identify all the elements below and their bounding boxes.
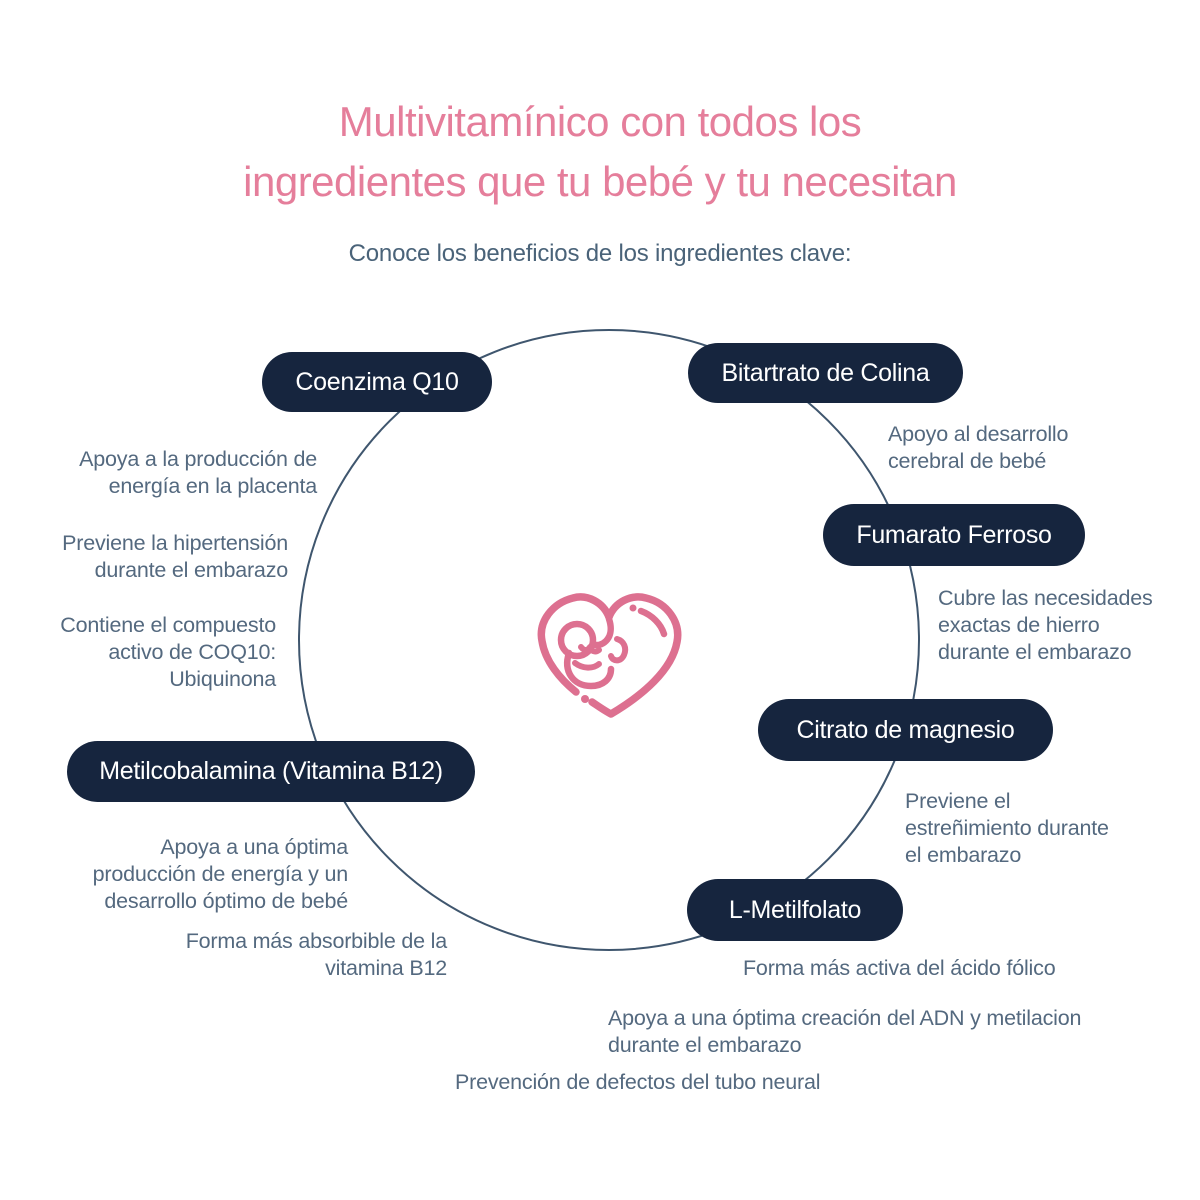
benefit-coq10-ubiquinona <box>60 612 276 693</box>
benefit-line: Prevención de defectos del tubo neural <box>455 1070 821 1094</box>
ingredient-pill-label: Citrato de magnesio <box>796 715 1015 744</box>
benefit-line: desarrollo óptimo de bebé <box>104 889 348 913</box>
page-title-line-1: Multivitamínico con todos los <box>338 98 862 145</box>
ingredient-pill-bitartrato-de-colina <box>688 343 963 403</box>
fetus-arm <box>575 663 599 668</box>
heart-highlight-dot <box>630 605 637 612</box>
benefit-line: Apoya a una óptima creación del ADN y metilacion <box>608 1006 1082 1030</box>
benefit-line: activo de COQ10: <box>108 640 276 664</box>
ingredient-pill-label: Coenzima Q10 <box>295 367 459 396</box>
fetus-umbilical-curl <box>611 639 625 660</box>
benefit-b12-energy-development <box>93 834 348 915</box>
benefit-line: cerebral de bebé <box>888 449 1047 473</box>
ingredient-pill-metilcobalamina-b12 <box>67 741 475 802</box>
benefit-line: el embarazo <box>905 843 1022 867</box>
ingredient-pill-coenzima-q10 <box>262 352 492 412</box>
benefit-folato-active-form <box>743 955 1055 982</box>
benefit-line: Apoya a la producción de <box>79 447 317 471</box>
ingredient-pill-label: L-Metilfolato <box>728 895 862 924</box>
benefit-line: exactas de hierro <box>938 613 1100 637</box>
benefit-line: estreñimiento durante <box>905 816 1109 840</box>
ingredient-pill-l-metilfolato <box>687 879 903 941</box>
ingredient-pill-label: Metilcobalamina (Vitamina B12) <box>99 757 443 785</box>
heart-gap-dot <box>581 695 589 703</box>
benefit-line: Apoyo al desarrollo <box>888 422 1069 446</box>
benefit-line: vitamina B12 <box>325 956 447 980</box>
benefit-line: producción de energía y un <box>92 862 348 886</box>
ingredient-pill-fumarato-ferroso <box>823 504 1085 566</box>
benefit-line: Forma más activa del ácido fólico <box>743 956 1056 980</box>
benefit-line: Previene el <box>905 789 1011 813</box>
benefit-line: Forma más absorbible de la <box>185 929 447 953</box>
benefit-line: energía en la placenta <box>108 474 317 498</box>
ingredient-pill-label: Fumarato Ferroso <box>856 520 1052 549</box>
benefit-line: durante el embarazo <box>608 1033 802 1057</box>
benefit-colina-brain <box>888 421 1068 475</box>
benefit-magnesio-constipation <box>905 788 1109 869</box>
benefit-hierro-needs <box>938 585 1153 666</box>
page-subtitle: Conoce los beneficios de los ingredientes clave: <box>348 240 852 267</box>
benefit-line: Contiene el compuesto <box>60 613 276 637</box>
ingredient-pill-citrato-de-magnesio <box>758 699 1053 761</box>
benefit-b12-absorbable <box>186 928 447 982</box>
benefit-line: Ubiquinona <box>169 667 276 691</box>
heart-highlight-arc <box>641 611 664 634</box>
heart-fetus-icon <box>529 583 689 743</box>
benefit-line: Previene la hipertensión <box>62 531 288 555</box>
benefit-line: Apoya a una óptima <box>160 835 348 859</box>
benefit-line: durante el embarazo <box>938 640 1132 664</box>
benefit-line: durante el embarazo <box>94 558 288 582</box>
benefit-coq10-energy <box>79 446 317 500</box>
benefit-folato-neural-tube <box>455 1069 820 1096</box>
page-title-line-2: ingredientes que tu bebé y tu necesitan <box>243 158 957 205</box>
ingredient-pill-label: Bitartrato de Colina <box>721 358 930 387</box>
benefit-coq10-hypertension <box>62 530 288 584</box>
benefit-line: Cubre las necesidades <box>938 586 1153 610</box>
benefit-folato-adn <box>608 1005 1081 1059</box>
